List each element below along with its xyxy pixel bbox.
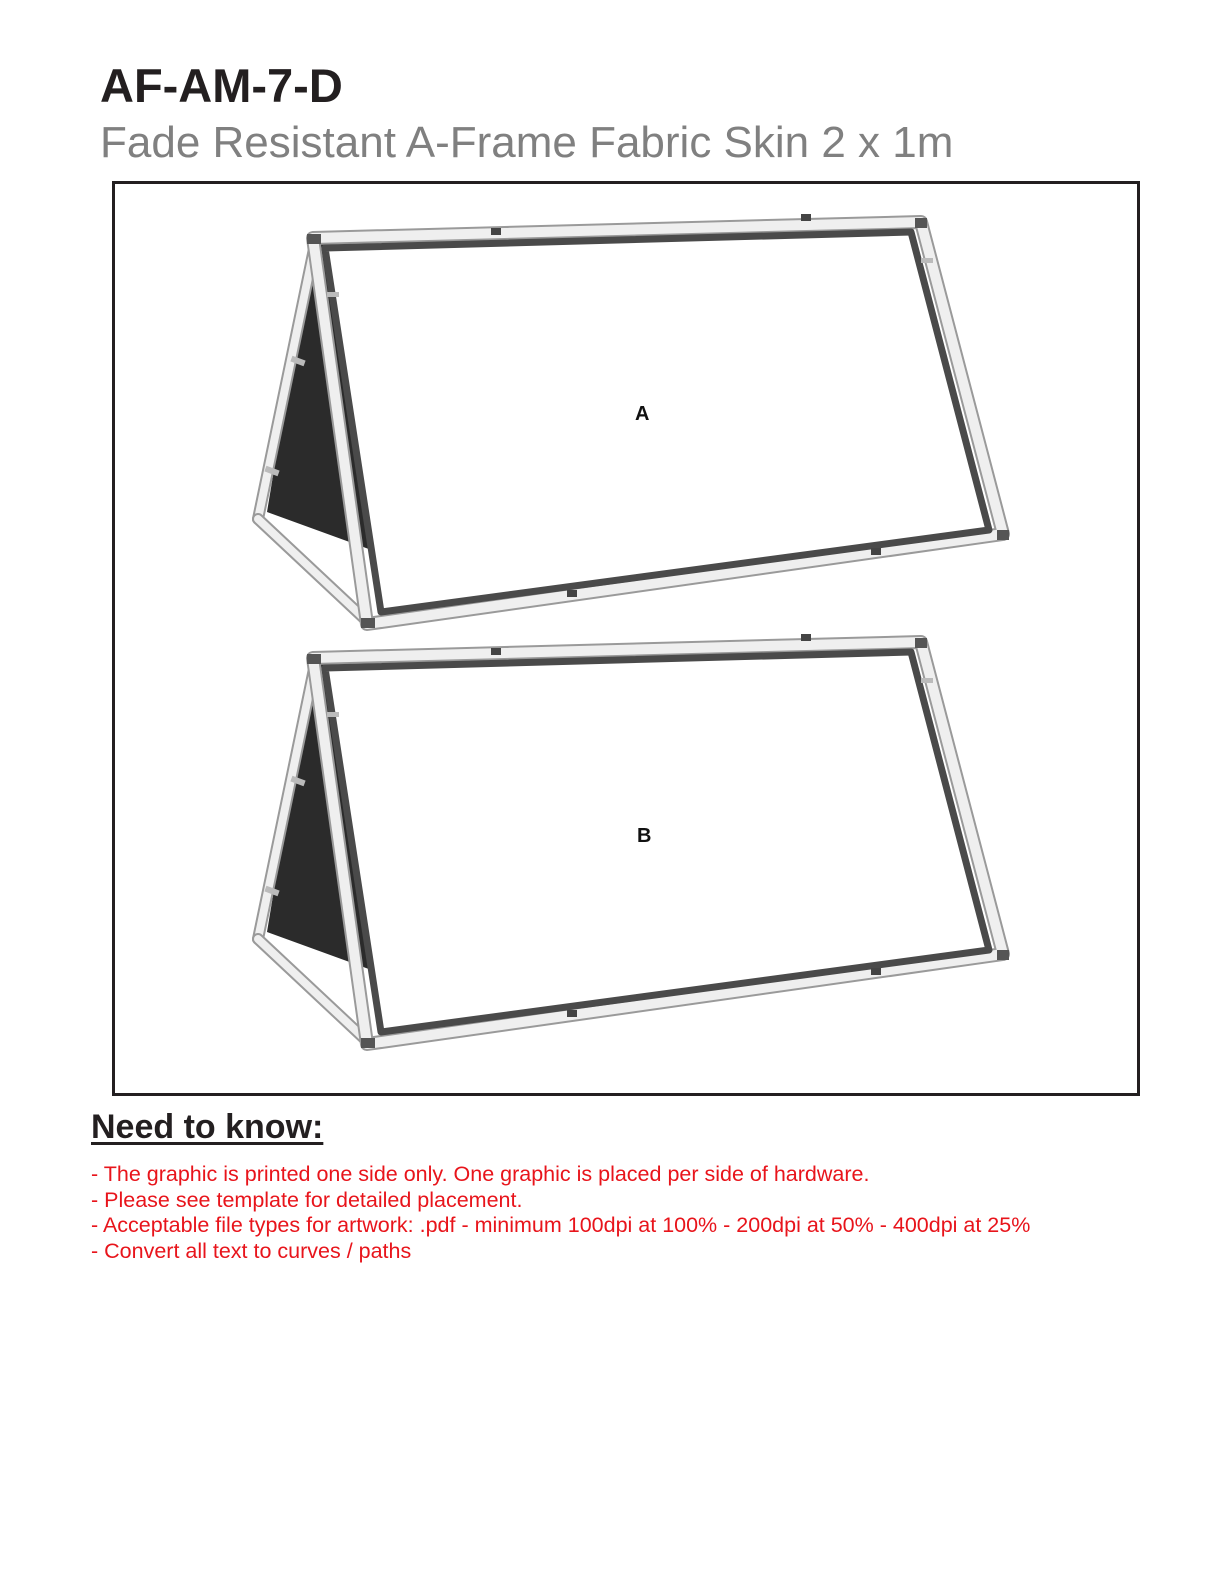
note-item: - The graphic is printed one side only. One graphic is placed per side of hardware. — [91, 1162, 870, 1186]
frame-label-b: B — [637, 825, 652, 847]
frame-label-a: A — [635, 403, 650, 425]
note-item: - Convert all text to curves / paths — [91, 1238, 412, 1263]
need-to-know-list — [91, 1162, 1030, 1264]
a-frame-b — [258, 634, 1009, 1048]
note-item: - Acceptable file types for artwork: .pdf - minimum 100dpi at 100% - 200dpi at 50% - 400dpi at 25% — [91, 1213, 1031, 1237]
product-name-subtitle: Fade Resistant A-Frame Fabric Skin 2 x 1m — [100, 118, 954, 167]
a-frame-illustrations — [115, 184, 1137, 1093]
product-code-title: AF-AM-7-D — [100, 59, 343, 112]
note-item: - Please see template for detailed placement. — [91, 1187, 523, 1212]
need-to-know-heading: Need to know: — [91, 1108, 324, 1146]
product-illustration-box — [112, 181, 1140, 1096]
a-frame-a — [258, 214, 1009, 628]
